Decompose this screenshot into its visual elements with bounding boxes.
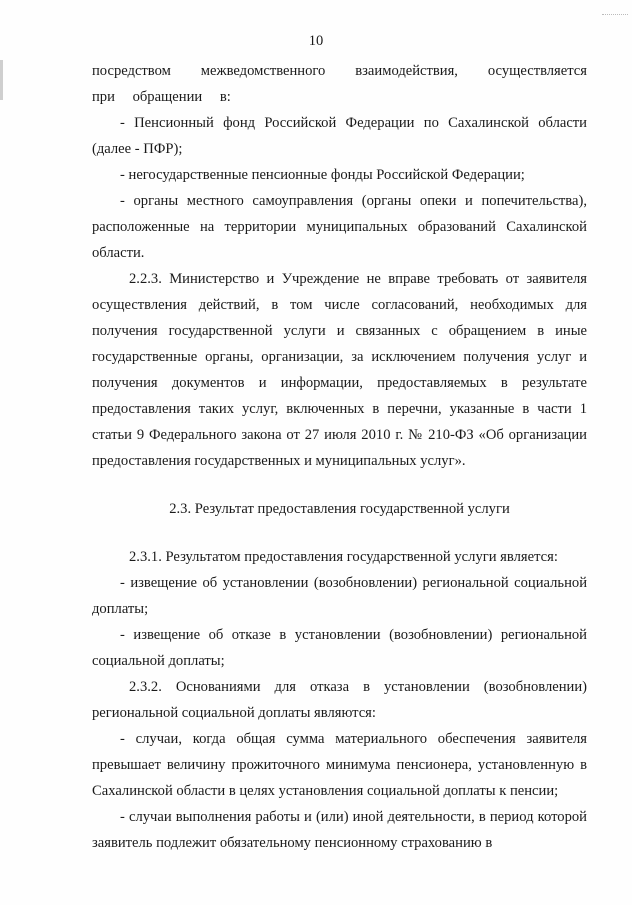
paragraph-2-3-2: 2.3.2. Основаниями для отказа в установлении (возобновлении) региональной социальной доплаты являются: <box>92 679 587 721</box>
document-body <box>92 58 587 856</box>
section-heading-2-3: 2.3. Результат предоставления государственной услуги <box>169 501 510 517</box>
paragraph-continuation: посредством межведомственного взаимодействия, осуществляется при обращении в: <box>92 63 587 105</box>
corner-scan-mark <box>602 0 628 15</box>
list-item-income-exceeds: - случаи, когда общая сумма материального обеспечения заявителя превышает величину прожиточного минимума пенсионера, установленную в Сахалинской области в целях установления социальной доплаты к пенсии; <box>92 731 587 799</box>
list-item-pfr: - Пенсионный фонд Российской Федерации по Сахалинской области (далее - ПФР); <box>92 115 587 157</box>
paragraph-2-2-3: 2.2.3. Министерство и Учреждение не вправе требовать от заявителя осуществления действий, в том числе согласований, необходимых для получения государственной услуги и связанных с обращением в иные государственные органы, организации, за исключением получения услуг и получения документов и информации, предоставляемых в результате предоставления таких услуг, включенных в перечни, указанные в части 1 статьи 9 Федерального закона от 27 июля 2010 г. № 210-ФЗ «Об организации предоставления государственных и муниципальных услуг». <box>92 271 587 469</box>
list-item-notice-established: - извещение об установлении (возобновлении) региональной социальной доплаты; <box>92 575 587 617</box>
list-item-employment: - случаи выполнения работы и (или) иной деятельности, в период которой заявитель подлежит обязательному пенсионному страхованию в <box>92 809 587 851</box>
page-number: 10 <box>308 33 324 49</box>
paragraph-2-3-1: 2.3.1. Результатом предоставления государственной услуги является: <box>129 549 558 565</box>
scan-edge-mark <box>0 60 3 100</box>
list-item-npf: - негосударственные пенсионные фонды Российской Федерации; <box>120 167 525 183</box>
list-item-notice-refusal: - извещение об отказе в установлении (возобновлении) региональной социальной доплаты; <box>92 627 587 669</box>
list-item-local-authorities: - органы местного самоуправления (органы опеки и попечительства), расположенные на территории муниципальных образований Сахалинской области. <box>92 193 587 261</box>
